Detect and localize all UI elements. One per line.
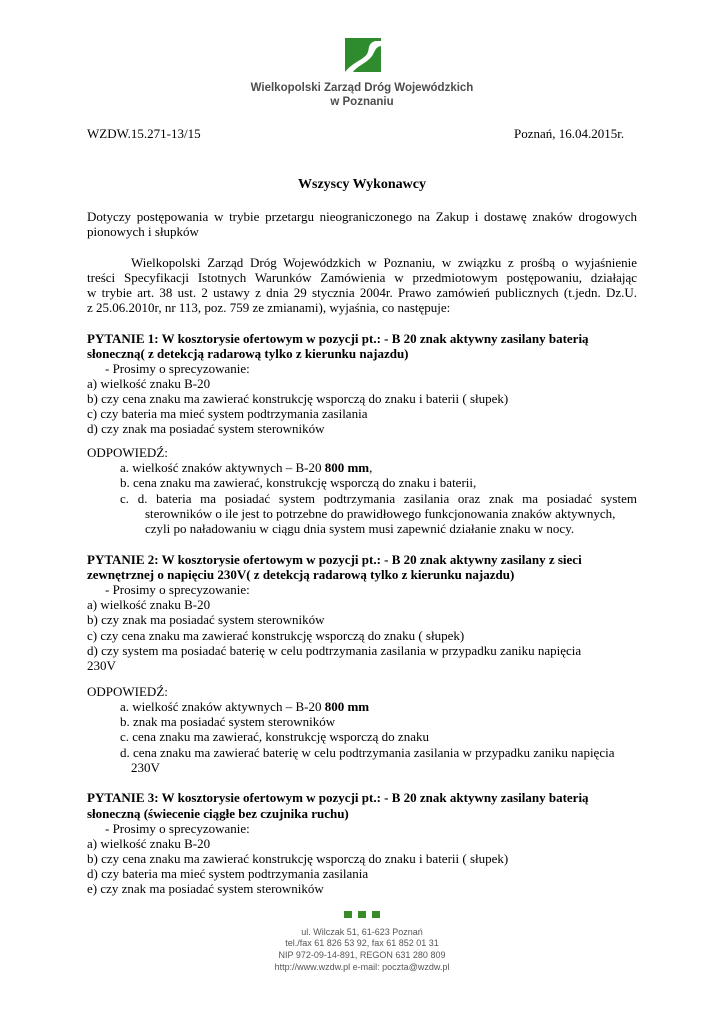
q2-item-b: b) czy znak ma posiadać system sterowników [87,612,325,627]
q3-item-d: d) czy bateria ma mieć system podtrzymania zasilania [87,866,369,881]
q2-answer-b: b. znak ma posiadać system sterowników [120,714,336,729]
footer-square-icon [344,911,352,918]
q2-item-d: d) czy system ma posiadać baterię w celu podtrzymania zasilania w przypadku zaniku napięcia [87,643,582,658]
q2-answer-d: d. cena znaku ma zawierać baterię w celu podtrzymania zasilania w przypadku zaniku napięcia [120,745,615,760]
q1-title-line-1: PYTANIE 1: W kosztorysie ofertowym w pozycji pt.: - B 20 znak aktywny zasilany baterią [87,331,589,346]
q1-answer-a: a. wielkość znaków aktywnych – B-20 800 mm, [120,460,373,475]
place-date: Poznań, 16.04.2015r. [514,126,625,141]
q2-answer-d-cont: 230V [131,760,160,775]
q3-item-e: e) czy znak ma posiadać system sterowników [87,881,324,896]
intro-line-2: treści Specyfikacji Istotnych Warunków Zamówienia w przedmiotowym postępowaniu, działając [87,270,637,285]
q2-answer-a: a. wielkość znaków aktywnych – B-20 800 mm [120,699,370,714]
q2-title-line-1: PYTANIE 2: W kosztorysie ofertowym w pozycji pt.: - B 20 znak aktywny zasilany z sieci [87,552,582,567]
footer-phone: tel./fax 61 826 53 92, fax 61 852 01 31 [285,938,439,948]
q3-title-line-1: PYTANIE 3: W kosztorysie ofertowym w pozycji pt.: - B 20 znak aktywny zasilany baterią [87,790,589,805]
footer-square-icon [358,911,366,918]
q2-item-a: a) wielkość znaku B-20 [87,597,211,612]
q1-answer-cd-line-3: czyli po naładowaniu w ciągu dnia system musi zapewnić działanie znaku w nocy. [145,521,575,536]
q1-answer-cd-line-2: sterowników o ile jest to potrzebne do prawidłowego funkcjonowania znaków aktywnych, [145,506,616,521]
q2-answer-c: c. cena znaku ma zawierać, konstrukcję wsporczą do znaku [120,729,429,744]
org-name-line2: w Poznaniu [330,96,394,108]
q2-answer-label: ODPOWIEDŹ: [87,684,168,699]
footer-decoration [0,910,724,918]
q1-title-line-2: słoneczną( z detekcją radarową tylko z kierunku najazdu) [87,346,409,361]
q3-item-a: a) wielkość znaku B-20 [87,836,211,851]
intro-line-3: w trybie art. 38 ust. 2 ustawy z dnia 29 stycznia 2004r. Prawo zamówień publicznych (t.jedn. Dz.U. [87,285,637,300]
footer-web-email: http://www.wzdw.pl e-mail: poczta@wzdw.pl [274,962,450,972]
q1-item-a: a) wielkość znaku B-20 [87,376,211,391]
q1-item-c: c) czy bateria ma mieć system podtrzymania zasilania [87,406,368,421]
intro-line-4: z 25.06.2010r, nr 113, poz. 759 ze zmianami), wyjaśnia, co następuje: [87,300,451,315]
q1-answer-label: ODPOWIEDŹ: [87,445,168,460]
q1-answer-cd-line-1: c. d. bateria ma posiadać system podtrzymania zasilania oraz znak ma posiadać system [120,491,637,506]
q1-item-d: d) czy znak ma posiadać system sterowników [87,421,325,436]
subject-line-2: pionowych i słupków [87,224,199,239]
q3-request: - Prosimy o sprecyzowanie: [105,821,250,836]
reference-number: WZDW.15.271-13/15 [87,126,201,141]
footer-square-icon [372,911,380,918]
footer-ids: NIP 972-09-14-891, REGON 631 280 809 [278,950,446,960]
q2-title-line-2: zewnętrznej o napięciu 230V( z detekcją radarową tylko z kierunku najazdu) [87,567,515,582]
q1-request: - Prosimy o sprecyzowanie: [105,361,250,376]
q1-answer-b: b. cena znaku ma zawierać, konstrukcję wsporczą do znaku i baterii, [120,475,477,490]
q1-item-b: b) czy cena znaku ma zawierać konstrukcję wsporczą do znaku i baterii ( słupek) [87,391,509,406]
wzdw-logo-icon [345,38,381,72]
q3-title-line-2: słoneczną (świecenie ciągłe bez czujnika ruchu) [87,806,349,821]
org-name-line1: Wielkopolski Zarząd Dróg Wojewódzkich [250,82,474,94]
subject-line-1: Dotyczy postępowania w trybie przetargu nieograniczonego na Zakup i dostawę znaków drogowych [87,209,637,224]
footer-address: ul. Wilczak 51, 61-623 Poznań [301,927,423,937]
q3-item-b: b) czy cena znaku ma zawierać konstrukcję wsporczą do znaku i baterii ( słupek) [87,851,509,866]
intro-line-1: Wielkopolski Zarząd Dróg Wojewódzkich w Poznaniu, w związku z prośbą o wyjaśnienie [131,255,637,270]
q2-item-d-cont: 230V [87,658,116,673]
addressee: Wszyscy Wykonawcy [298,177,426,192]
q2-item-c: c) czy cena znaku ma zawierać konstrukcję wsporczą do znaku ( słupek) [87,628,465,643]
q2-request: - Prosimy o sprecyzowanie: [105,582,250,597]
